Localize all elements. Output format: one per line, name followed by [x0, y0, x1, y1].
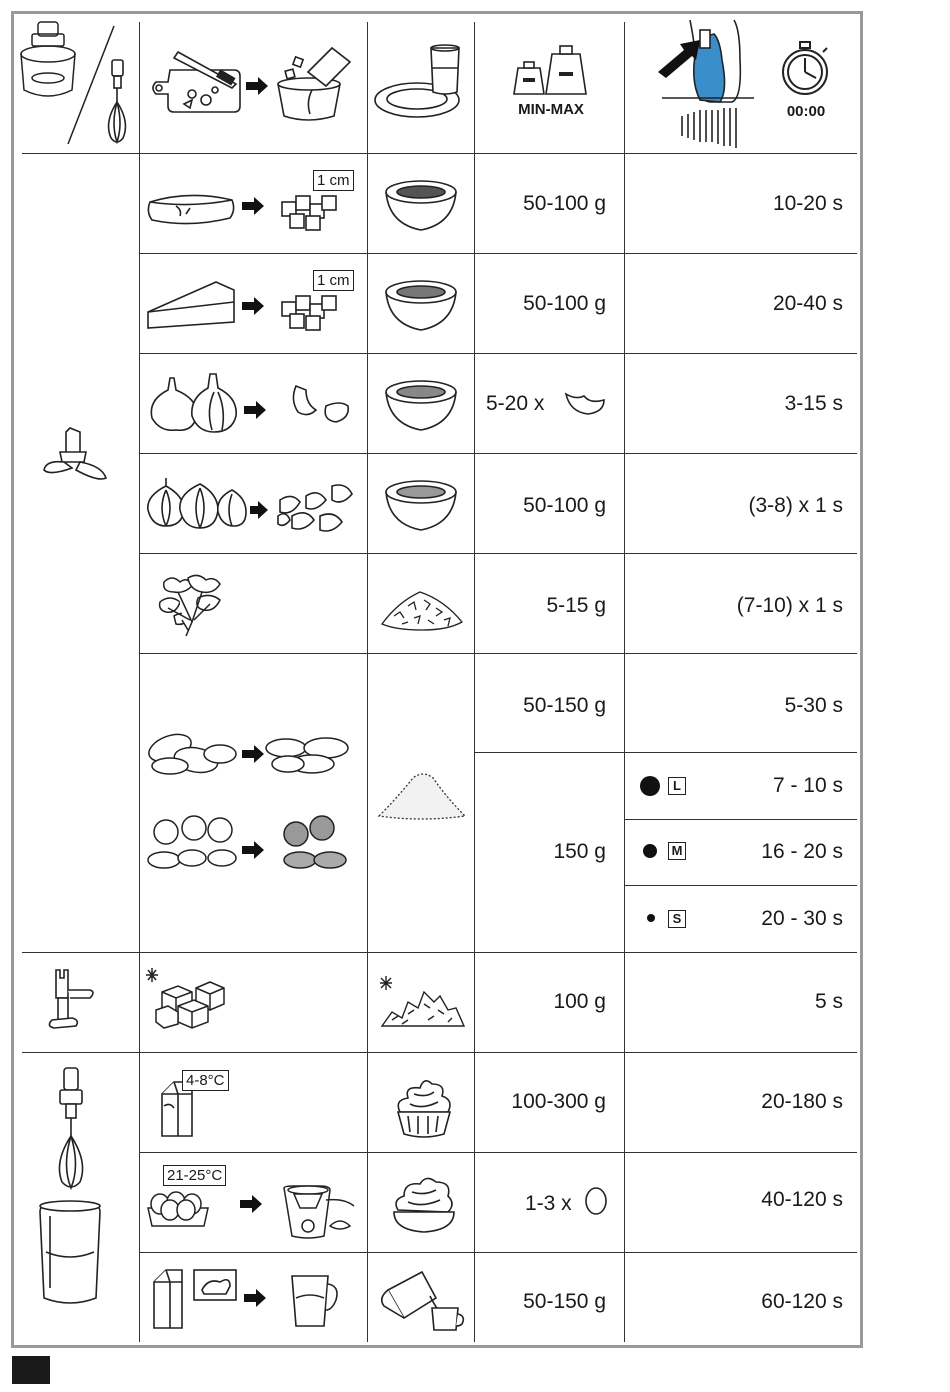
amount-value: 150 g [553, 840, 606, 863]
amount-value: 50-100 g [523, 292, 606, 315]
grid-line [139, 1152, 857, 1153]
mixing-beaker-icon [36, 1066, 108, 1316]
cutting-board-icon [148, 44, 358, 120]
amount-value: 100-300 g [511, 1090, 606, 1113]
grid-line [139, 253, 857, 254]
time-value: 40-120 s [761, 1188, 843, 1211]
grid-line [624, 22, 625, 1342]
dot-small-icon [644, 911, 658, 925]
grid-line [474, 22, 475, 1342]
ice-cubes-icon [146, 966, 236, 1030]
grid-line [139, 453, 857, 454]
time-value: 16 - 20 s [761, 840, 843, 863]
time-value: 20-180 s [761, 1090, 843, 1113]
grid-line [139, 353, 857, 354]
grid-line [474, 752, 857, 753]
crushed-ice-icon [378, 972, 468, 1032]
time-value: 5 s [814, 990, 843, 1013]
temperature-label: 4-8°C [182, 1070, 229, 1091]
dot-medium-icon [640, 841, 660, 861]
beaten-egg-white-icon [390, 1172, 458, 1236]
ice-crusher-blade-icon [44, 968, 114, 1032]
time-value: 10-20 s [772, 192, 843, 215]
amount-value: 5-15 g [546, 594, 606, 617]
time-value: 20 - 30 s [761, 907, 843, 930]
grid-line [139, 653, 857, 654]
grid-line [22, 1052, 857, 1053]
grid-line [22, 153, 857, 154]
nuts-icon [146, 720, 360, 880]
timer-display: 00:00 [786, 103, 826, 120]
time-value: 5-30 s [784, 694, 843, 717]
egg-icon [584, 1186, 608, 1216]
size-marker: M [668, 842, 686, 860]
time-value: 60-120 s [761, 1290, 843, 1313]
grid-line [624, 819, 857, 820]
grid-line [139, 1252, 857, 1253]
amount-value: 1-3 x [525, 1192, 572, 1215]
time-value: 3-15 s [784, 392, 843, 415]
bowl-minced-icon [383, 378, 459, 434]
amount-value: 100 g [553, 990, 606, 1013]
size-marker: S [668, 910, 686, 928]
bowl-chopped-icon [383, 478, 459, 534]
whisk-icon [102, 58, 132, 148]
amount-value: 50-150 g [523, 1290, 606, 1313]
chopped-herbs-icon [378, 582, 466, 634]
dot-large-icon [638, 774, 662, 798]
cut-size-label: 1 cm [313, 270, 354, 291]
pour-milk-cup-icon [378, 1268, 466, 1332]
cut-size-label: 1 cm [313, 170, 354, 191]
grid-line [624, 885, 857, 886]
amount-value: 50-100 g [523, 192, 606, 215]
parsley-icon [158, 572, 228, 638]
whipped-cream-icon [392, 1076, 456, 1140]
grid-line [139, 553, 857, 554]
weight-range-label: MIN-MAX [518, 101, 584, 118]
weights-icon [510, 46, 590, 96]
plate-glass-icon [373, 44, 469, 122]
stopwatch-icon [778, 42, 836, 98]
page-tab-marker [12, 1356, 50, 1384]
onion-icon [146, 472, 360, 542]
blade-icon [40, 428, 112, 490]
amount-value: 5-20 x [486, 392, 545, 415]
blender-button-icon [656, 20, 760, 150]
time-value: (3-8) x 1 s [748, 494, 843, 517]
time-value: (7-10) x 1 s [736, 594, 843, 617]
temperature-label: 21-25°C [163, 1165, 226, 1186]
bowl-chopped-icon [383, 278, 459, 334]
time-value: 20-40 s [772, 292, 843, 315]
milk-to-jug-icon [150, 1264, 366, 1334]
ground-powder-icon [377, 768, 467, 822]
grid-line [367, 22, 368, 1342]
time-value: 7 - 10 s [772, 774, 843, 797]
bowl-chopped-icon [383, 178, 459, 234]
grid-line [139, 22, 140, 1342]
amount-value: 50-100 g [523, 494, 606, 517]
garlic-clove-icon [564, 390, 608, 418]
eggs-separator-icon [144, 1186, 360, 1240]
amount-value: 50-150 g [523, 694, 606, 717]
size-marker: L [668, 777, 686, 795]
garlic-cloves-icon [146, 370, 360, 440]
grid-line [22, 952, 857, 953]
